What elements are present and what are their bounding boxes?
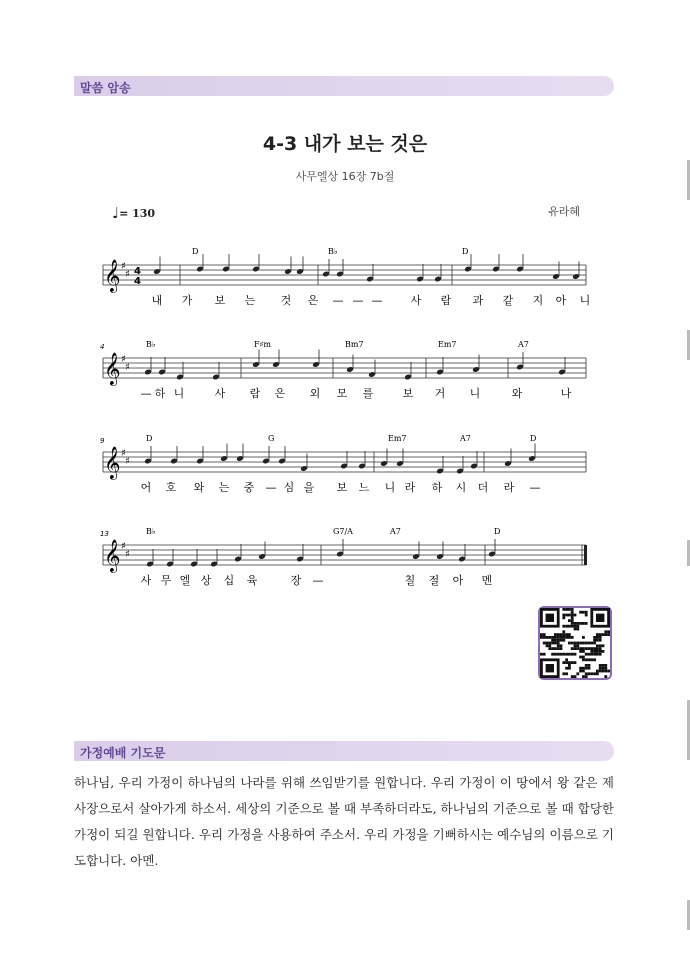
qr-module [543, 653, 546, 656]
lyric-syllable: 지 [532, 294, 544, 307]
qr-module [562, 614, 565, 617]
qr-module [565, 667, 568, 670]
qr-module [540, 653, 543, 656]
qr-module [593, 650, 596, 653]
qr-module [604, 664, 607, 667]
qr-module [548, 644, 551, 647]
lyric-syllable: 엘 [179, 574, 191, 587]
qr-module [560, 636, 563, 639]
qr-module [562, 661, 565, 664]
qr-module [576, 625, 579, 628]
qr-module [551, 639, 554, 642]
qr-module [565, 633, 568, 636]
qr-module [571, 614, 574, 617]
lyric-syllable: 호 [165, 481, 177, 494]
lyric-syllable: 어 [140, 481, 152, 494]
qr-module [554, 633, 557, 636]
lyric-syllable: 아 [555, 294, 567, 307]
qr-module [568, 661, 571, 664]
lyric-syllable: 중 [243, 481, 255, 494]
lyric-syllable: 상 [200, 574, 212, 587]
qr-module [557, 653, 560, 656]
lyric-syllable: 하 [431, 481, 443, 494]
lyric-syllable: 것 [280, 294, 292, 307]
qr-module [576, 622, 579, 625]
qr-module [571, 622, 574, 625]
qr-module [565, 608, 568, 611]
qr-module [585, 667, 588, 670]
chord-symbol: Em7 [388, 434, 407, 443]
measure-number: 13 [100, 530, 109, 538]
lyric-syllable: — [371, 294, 383, 307]
qr-module [582, 650, 585, 653]
qr-module [593, 672, 596, 675]
lyric-syllable: 육 [246, 574, 258, 587]
qr-module [574, 628, 577, 631]
lyric-syllable: 라 [503, 481, 515, 494]
lyric-syllable: — [332, 294, 344, 307]
qr-module [607, 633, 610, 636]
qr-module [588, 664, 591, 667]
qr-module [562, 636, 565, 639]
lyric-syllable: 는 [244, 294, 256, 307]
section-header-prayer [74, 741, 614, 761]
qr-module [571, 661, 574, 664]
qr-module [593, 647, 596, 650]
lyric-syllable: 나 [560, 387, 572, 400]
qr-module [576, 672, 579, 675]
chord-symbol: A7 [460, 434, 471, 443]
qr-code[interactable] [538, 606, 612, 680]
lyric-syllable: 심 [283, 481, 295, 494]
lyric-syllable: 라 [404, 481, 416, 494]
qr-module [582, 670, 585, 673]
key-signature-sharp: ♯ [125, 362, 130, 373]
qr-module [565, 625, 568, 628]
qr-module [602, 644, 605, 647]
lyric-syllable: 보 [336, 481, 348, 494]
lyric-syllable: 같 [502, 294, 514, 307]
qr-module [568, 625, 571, 628]
lyric-syllable: 과 [472, 294, 484, 307]
qr-module [596, 670, 599, 673]
lyric-syllable: 장 [290, 574, 302, 587]
qr-module [582, 611, 585, 614]
qr-module [590, 647, 593, 650]
qr-module [596, 633, 599, 636]
lyric-syllable: 를 [362, 387, 374, 400]
qr-module [596, 650, 599, 653]
staff-system [100, 340, 586, 400]
lyric-syllable: 모 [336, 387, 348, 400]
qr-module [562, 630, 565, 633]
qr-module [585, 653, 588, 656]
treble-clef-icon: 𝄞 [104, 539, 121, 572]
qr-module [604, 667, 607, 670]
qr-module [546, 636, 549, 639]
qr-module [602, 667, 605, 670]
qr-module [557, 647, 560, 650]
qr-module [562, 672, 565, 675]
qr-module [599, 639, 602, 642]
qr-module [554, 636, 557, 639]
qr-module [546, 642, 549, 645]
chord-symbol: G7/A [333, 527, 353, 536]
qr-module [574, 622, 577, 625]
staff-system [103, 247, 590, 307]
qr-module [599, 653, 602, 656]
qr-module [568, 636, 571, 639]
qr-module [574, 625, 577, 628]
qr-module [599, 650, 602, 653]
qr-module [596, 636, 599, 639]
qr-module [574, 675, 577, 678]
lyric-syllable: 절 [428, 574, 440, 587]
qr-module [579, 611, 582, 614]
measure-number: 9 [100, 437, 105, 445]
chord-symbol: D [530, 434, 537, 443]
final-barline [584, 545, 587, 565]
qr-module [599, 664, 602, 667]
staff-system [100, 527, 587, 587]
qr-module [579, 622, 582, 625]
key-signature-sharp: ♯ [121, 354, 126, 365]
qr-module [579, 642, 582, 645]
qr-module [543, 642, 546, 645]
qr-module [602, 650, 605, 653]
qr-module [599, 636, 602, 639]
qr-module [590, 658, 593, 661]
lyric-syllable: 니 [173, 387, 185, 400]
qr-module [571, 616, 574, 619]
lyric-syllable: — [265, 481, 277, 494]
qr-finder [546, 614, 554, 622]
qr-module [565, 614, 568, 617]
qr-module [560, 644, 563, 647]
qr-module [551, 636, 554, 639]
qr-module [568, 664, 571, 667]
qr-module [576, 647, 579, 650]
lyric-syllable: 멘 [481, 574, 493, 587]
qr-module [557, 633, 560, 636]
qr-module [590, 672, 593, 675]
qr-module [604, 675, 607, 678]
lyric-syllable: 와 [193, 481, 205, 494]
qr-module [571, 653, 574, 656]
chord-symbol: D [146, 434, 153, 443]
qr-module [585, 642, 588, 645]
qr-module [579, 650, 582, 653]
lyric-syllable: 느 [358, 481, 370, 494]
qr-module [604, 633, 607, 636]
lyric-syllable: — [312, 574, 324, 587]
qr-module [596, 672, 599, 675]
qr-module [590, 642, 593, 645]
lyric-syllable: 칠 [404, 574, 416, 587]
qr-module [557, 639, 560, 642]
qr-module [551, 647, 554, 650]
qr-module [554, 653, 557, 656]
qr-module [565, 658, 568, 661]
qr-module [565, 672, 568, 675]
prayer-text: 하나님, 우리 가정이 하나님의 나라를 위해 쓰임받기를 원합니다. 우리 가정이 이 땅에서 왕 같은 제사장으로서 살아가게 하소서. 세상의 기준으로 볼 때 부족하더라도, 하나님의 기준으로 볼 때 합당한 가정이 되길 원합니다. 우리 가정을 사용하여 주소서. 우리 가정을 기뻐하시는 예수님의 이름으로 기도합니다. 아멘. [74, 775, 614, 868]
qr-module [571, 625, 574, 628]
lyric-syllable: — [529, 481, 541, 494]
qr-module [568, 667, 571, 670]
qr-module [571, 675, 574, 678]
qr-module [560, 653, 563, 656]
lyric-syllable: 사 [410, 294, 422, 307]
qr-module [607, 630, 610, 633]
qr-module [562, 639, 565, 642]
qr-module [602, 670, 605, 673]
qr-module [593, 653, 596, 656]
qr-module [557, 642, 560, 645]
chord-symbol: B♭ [146, 340, 156, 349]
qr-module [585, 614, 588, 617]
qr-module [568, 619, 571, 622]
qr-module [574, 661, 577, 664]
section-label: 가정예배 기도문 [80, 746, 166, 760]
qr-module [582, 636, 585, 639]
lyric-syllable: 는 [218, 481, 230, 494]
qr-module [596, 653, 599, 656]
quarter-note-icon: ♩ [112, 204, 120, 222]
qr-module [582, 622, 585, 625]
qr-module [599, 644, 602, 647]
song-title: 4-3 내가 보는 것은 [262, 133, 428, 155]
qr-module [562, 616, 565, 619]
qr-module [571, 642, 574, 645]
qr-module [551, 653, 554, 656]
qr-module [540, 636, 543, 639]
chord-symbol: D [494, 527, 501, 536]
qr-module [562, 608, 565, 611]
qr-module [560, 633, 563, 636]
qr-module [585, 658, 588, 661]
qr-module [548, 636, 551, 639]
qr-module [585, 672, 588, 675]
qr-module [543, 633, 546, 636]
lyric-syllable: 사 [140, 574, 152, 587]
qr-module [548, 642, 551, 645]
qr-module [585, 622, 588, 625]
qr-module [565, 653, 568, 656]
chord-symbol: D [192, 247, 199, 256]
lyric-syllable: 아 [452, 574, 464, 587]
qr-module [602, 633, 605, 636]
qr-module [565, 661, 568, 664]
composer: 유라혜 [548, 205, 580, 218]
qr-module [585, 675, 588, 678]
qr-module [588, 647, 591, 650]
qr-module [585, 664, 588, 667]
staff-system [100, 434, 586, 494]
lyric-syllable: 을 [303, 481, 315, 494]
qr-module [590, 650, 593, 653]
qr-module [596, 644, 599, 647]
lyric-syllable: 사 [214, 387, 226, 400]
scripture-reference: 사무엘상 16장 7b절 [295, 170, 395, 183]
qr-module [582, 658, 585, 661]
qr-module [588, 642, 591, 645]
lyric-syllable: 니 [384, 481, 396, 494]
lyric-syllable: 내 [151, 294, 163, 307]
qr-module [574, 642, 577, 645]
lyric-syllable: — [140, 387, 152, 400]
lyric-syllable: 가 [181, 294, 193, 307]
treble-clef-icon: 𝄞 [104, 259, 121, 292]
qr-module [588, 672, 591, 675]
qr-module [582, 647, 585, 650]
qr-module [576, 644, 579, 647]
qr-module [548, 647, 551, 650]
qr-module [571, 619, 574, 622]
lyric-syllable: 은 [307, 294, 319, 307]
qr-module [574, 614, 577, 617]
lyric-syllable: 시 [455, 481, 467, 494]
section-label: 말씀 암송 [80, 81, 131, 95]
qr-module [546, 644, 549, 647]
qr-module [543, 636, 546, 639]
lyric-syllable: 외 [309, 387, 321, 400]
qr-module [557, 644, 560, 647]
key-signature-sharp: ♯ [125, 549, 130, 560]
chord-symbol: G [268, 434, 275, 443]
qr-module [574, 644, 577, 647]
treble-clef-icon: 𝄞 [104, 352, 121, 385]
qr-module [576, 642, 579, 645]
qr-module [588, 653, 591, 656]
lyric-syllable: 와 [511, 387, 523, 400]
qr-module [604, 630, 607, 633]
qr-module [560, 647, 563, 650]
lyric-syllable: — [352, 294, 364, 307]
qr-module [579, 656, 582, 659]
treble-clef-icon: 𝄞 [104, 446, 121, 479]
lyric-syllable: 더 [477, 481, 489, 494]
qr-module [599, 633, 602, 636]
qr-module [582, 667, 585, 670]
qr-module [562, 653, 565, 656]
lyric-syllable: 람 [440, 294, 452, 307]
qr-module [568, 614, 571, 617]
qr-module [565, 636, 568, 639]
lyric-syllable: 거 [434, 387, 446, 400]
chord-symbol: B♭ [146, 527, 156, 536]
qr-module [593, 636, 596, 639]
qr-module [593, 639, 596, 642]
chord-symbol: Bm7 [345, 340, 364, 349]
key-signature-sharp: ♯ [125, 456, 130, 467]
time-signature: 4 [134, 276, 141, 287]
qr-module [585, 611, 588, 614]
key-signature-sharp: ♯ [121, 448, 126, 459]
qr-module [557, 636, 560, 639]
lyric-syllable: 무 [160, 574, 172, 587]
qr-module [576, 628, 579, 631]
qr-module [588, 667, 591, 670]
lyric-syllable: 은 [274, 387, 286, 400]
qr-module [562, 633, 565, 636]
qr-module [582, 642, 585, 645]
lyric-syllable: 하 [154, 387, 166, 400]
qr-module [585, 647, 588, 650]
chord-symbol: D [462, 247, 469, 256]
qr-module [554, 642, 557, 645]
qr-module [579, 667, 582, 670]
qr-module [551, 642, 554, 645]
score-systems [100, 247, 590, 587]
key-signature-sharp: ♯ [121, 541, 126, 552]
chord-symbol: B♭ [328, 247, 338, 256]
qr-module [604, 670, 607, 673]
qr-module [571, 608, 574, 611]
qr-module [593, 658, 596, 661]
qr-module [571, 636, 574, 639]
qr-module [574, 653, 577, 656]
lyric-syllable: 보 [214, 294, 226, 307]
qr-module [560, 639, 563, 642]
lyric-syllable: 니 [579, 294, 591, 307]
chord-symbol: Em7 [438, 340, 457, 349]
qr-module [593, 642, 596, 645]
qr-module [568, 642, 571, 645]
qr-module [607, 670, 610, 673]
time-signature: 4 [134, 266, 141, 277]
qr-finder [596, 614, 604, 622]
qr-module [602, 664, 605, 667]
lyric-syllable: 보 [402, 387, 414, 400]
qr-module [568, 608, 571, 611]
qr-module [554, 639, 557, 642]
qr-module [596, 647, 599, 650]
qr-module [579, 670, 582, 673]
qr-module [579, 647, 582, 650]
qr-module [562, 625, 565, 628]
measure-number: 4 [100, 343, 105, 351]
qr-module [599, 670, 602, 673]
qr-module [588, 658, 591, 661]
qr-module [574, 647, 577, 650]
qr-module [596, 639, 599, 642]
qr-module [540, 633, 543, 636]
lyric-syllable: 니 [469, 387, 481, 400]
qr-module [568, 653, 571, 656]
key-signature-sharp: ♯ [125, 269, 130, 280]
qr-module [582, 675, 585, 678]
qr-module [571, 611, 574, 614]
qr-module [582, 656, 585, 659]
qr-finder [546, 664, 554, 672]
qr-module [571, 647, 574, 650]
chord-symbol: F♯m [254, 340, 272, 349]
qr-code-pattern [540, 608, 610, 678]
qr-module [590, 653, 593, 656]
tempo-value: = 130 [119, 207, 156, 220]
chord-symbol: A7 [518, 340, 529, 349]
key-signature-sharp: ♯ [121, 261, 126, 272]
lyric-syllable: 십 [223, 574, 235, 587]
lyric-syllable: 람 [249, 387, 261, 400]
qr-module [599, 647, 602, 650]
qr-module [568, 633, 571, 636]
qr-module [554, 647, 557, 650]
qr-module [599, 667, 602, 670]
chord-symbol: A7 [390, 527, 401, 536]
